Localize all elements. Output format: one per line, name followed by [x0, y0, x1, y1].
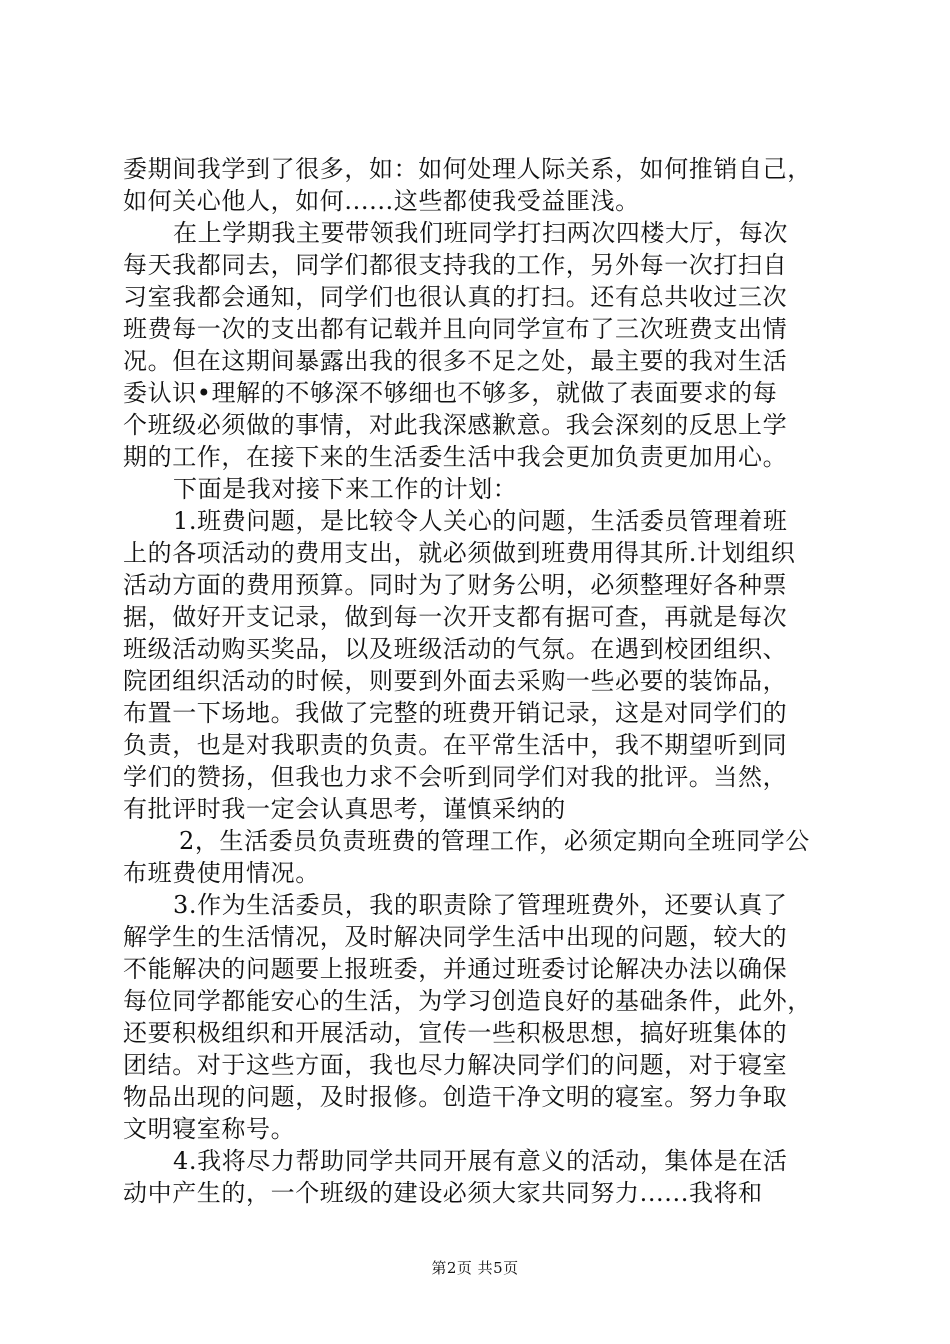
text-line: 负责，也是对我职责的负责。在平常生活中，我不期望听到同 — [123, 731, 788, 759]
text-line: 布置一下场地。我做了完整的班费开销记录，这是对同学们的 — [123, 699, 788, 727]
text-line: 期的工作，在接下来的生活委生活中我会更加负责更加用心。 — [123, 443, 788, 471]
text-line: 每天我都同去，同学们都很支持我的工作，另外每一次打扫自 — [123, 251, 788, 279]
text-line: 班费每一次的支出都有记载并且向同学宣布了三次班费支出情 — [123, 315, 788, 343]
document-body — [123, 153, 833, 1209]
text-line: 文明寝室称号。 — [123, 1115, 296, 1143]
text-line: 委认识•理解的不够深不够细也不够多，就做了表面要求的每 — [123, 379, 778, 407]
text-line: 院团组织活动的时候，则要到外面去采购一些必要的装饰品， — [123, 667, 788, 695]
paragraph-start-line: 1.班费问题，是比较令人关心的问题，生活委员管理着班 — [173, 507, 788, 535]
text-line: 不能解决的问题要上报班委，并通过班委讨论解决办法以确保 — [123, 955, 788, 983]
text-line: 有批评时我一定会认真思考，谨慎采纳的 — [123, 795, 566, 823]
text-line: 个班级必须做的事情，对此我深感歉意。我会深刻的反思上学 — [123, 411, 788, 439]
text-line: 每位同学都能安心的生活，为学习创造良好的基础条件，此外， — [123, 987, 812, 1015]
text-line: 物品出现的问题，及时报修。创造干净文明的寝室。努力争取 — [123, 1083, 788, 1111]
text-line: 学们的赞扬，但我也力求不会听到同学们对我的批评。当然， — [123, 763, 788, 791]
text-line: 布班费使用情况。 — [123, 859, 320, 887]
paragraph-start-line: 4.我将尽力帮助同学共同开展有意义的活动，集体是在活 — [173, 1147, 788, 1175]
paragraph-start-line: 在上学期我主要带领我们班同学打扫两次四楼大厅，每次 — [173, 219, 788, 247]
text-line: 据，做好开支记录，做到每一次开支都有据可查，再就是每次 — [123, 603, 788, 631]
paragraph-start-line: 下面是我对接下来工作的计划： — [173, 475, 518, 503]
text-line: 习室我都会通知，同学们也很认真的打扫。还有总共收过三次 — [123, 283, 788, 311]
text-line: 况。但在这期间暴露出我的很多不足之处，最主要的我对生活 — [123, 347, 788, 375]
text-line: 解学生的生活情况，及时解决同学生活中出现的问题，较大的 — [123, 923, 788, 951]
text-line: 团结。对于这些方面，我也尽力解决同学们的问题，对于寝室 — [123, 1051, 788, 1079]
text-line: 上的各项活动的费用支出，就必须做到班费用得其所.计划组织 — [123, 539, 796, 567]
text-line: 还要积极组织和开展活动，宣传一些积极思想，搞好班集体的 — [123, 1019, 788, 1047]
paragraph-start-line: 3.作为生活委员，我的职责除了管理班费外，还要认真了 — [173, 891, 788, 919]
text-line: 动中产生的，一个班级的建设必须大家共同努力......我将和 — [123, 1179, 763, 1207]
text-line: 班级活动购买奖品，以及班级活动的气氛。在遇到校团组织、 — [123, 635, 788, 663]
paragraph-start-line: 2，生活委员负责班费的管理工作，必须定期向全班同学公 — [179, 827, 810, 855]
text-line: 委期间我学到了很多，如：如何处理人际关系，如何推销自己， — [123, 155, 812, 183]
text-line: 如何关心他人，如何......这些都使我受益匪浅。 — [123, 187, 640, 215]
text-line: 活动方面的费用预算。同时为了财务公明，必须整理好各种票 — [123, 571, 788, 599]
page-number-footer: 第2页 共5页 — [431, 1259, 519, 1277]
